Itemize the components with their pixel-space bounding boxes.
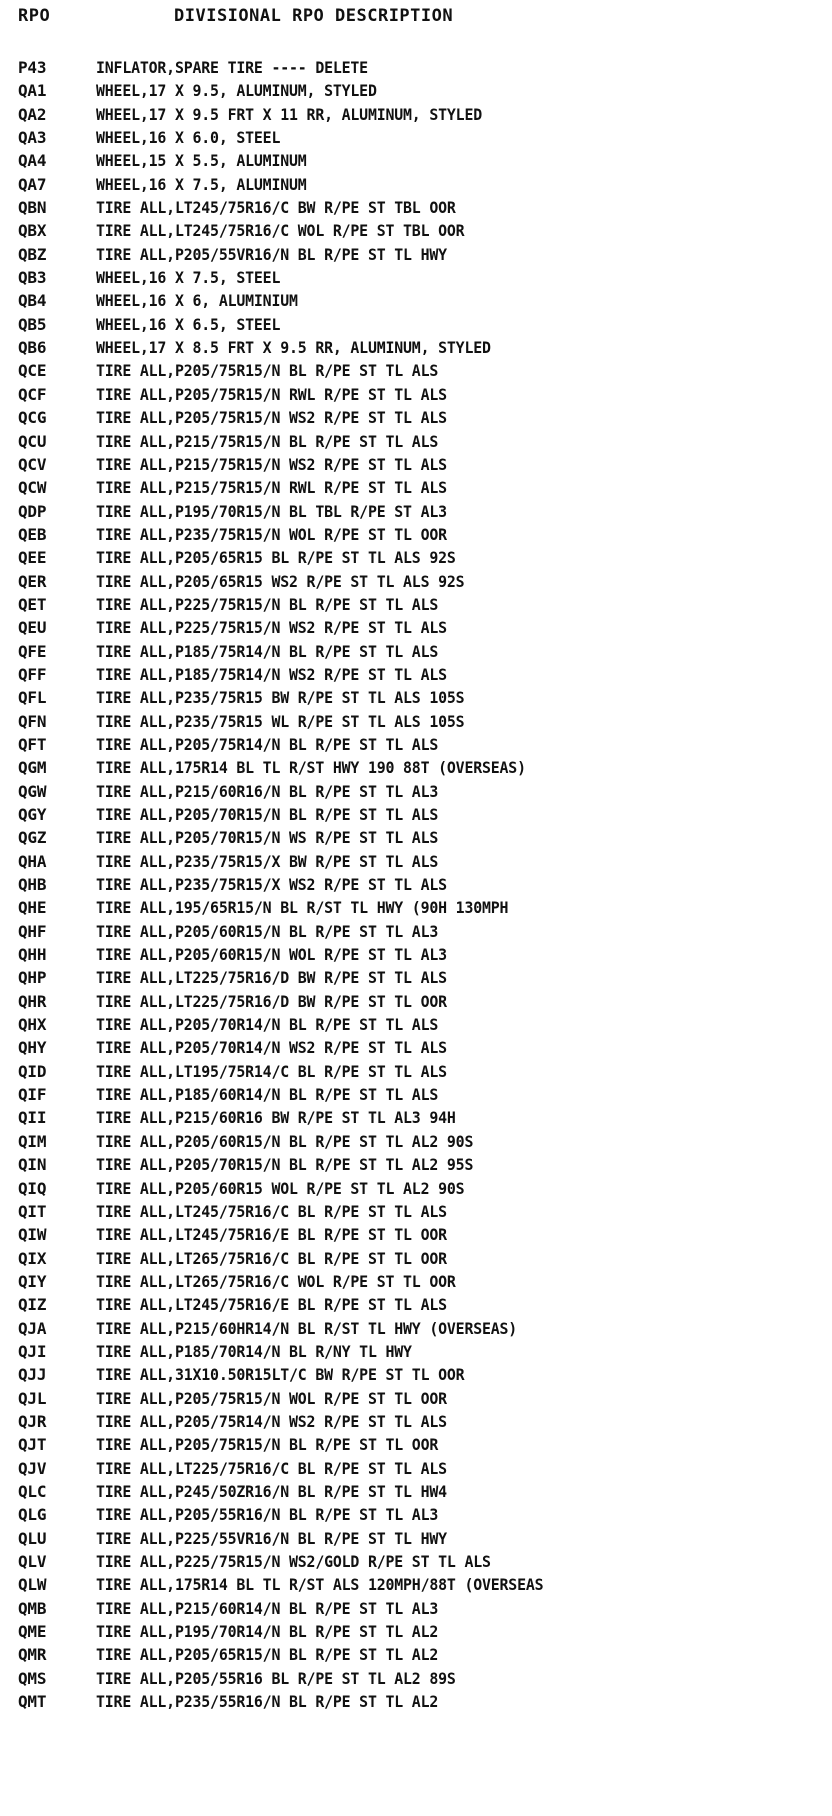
- rpo-column-heading: RPO: [18, 6, 51, 26]
- rpo-code: QET: [18, 594, 47, 614]
- rpo-description: TIRE ALL,P205/60R15/N WOL R/PE ST TL AL3: [96, 945, 447, 965]
- rpo-code: QJL: [18, 1388, 47, 1408]
- rpo-description: TIRE ALL,175R14 BL TL R/ST ALS 120MPH/88T (OVERSEAS: [96, 1575, 544, 1595]
- rpo-code: QFN: [18, 711, 47, 731]
- rpo-code: QEE: [18, 548, 47, 568]
- rpo-code: QHA: [18, 851, 47, 871]
- rpo-description: WHEEL,15 X 5.5, ALUMINUM: [96, 151, 307, 171]
- rpo-description: TIRE ALL,P205/75R14/N BL R/PE ST TL ALS: [96, 734, 439, 754]
- rpo-code: QHE: [18, 898, 47, 918]
- rpo-description: WHEEL,16 X 7.5, STEEL: [96, 268, 281, 288]
- rpo-description: TIRE ALL,P225/55VR16/N BL R/PE ST TL HWY: [96, 1528, 447, 1548]
- rpo-description: TIRE ALL,P235/55R16/N BL R/PE ST TL AL2: [96, 1692, 439, 1712]
- rpo-code: QHF: [18, 921, 47, 941]
- list-item: [0, 1083, 832, 1106]
- rpo-code: QIQ: [18, 1178, 47, 1198]
- rpo-description: TIRE ALL,P205/75R15/N BL R/PE ST TL OOR: [96, 1435, 439, 1455]
- rpo-code: QHH: [18, 945, 47, 965]
- list-item: [0, 103, 832, 126]
- rpo-description: TIRE ALL,LT245/75R16/C WOL R/PE ST TBL OOR: [96, 221, 465, 241]
- rpo-code: QCV: [18, 454, 47, 474]
- rpo-code: QME: [18, 1622, 47, 1642]
- rpo-description: WHEEL,16 X 6.5, STEEL: [96, 314, 281, 334]
- list-item: [0, 1573, 832, 1596]
- rpo-code: QHB: [18, 875, 47, 895]
- rpo-code: QIY: [18, 1271, 47, 1291]
- rpo-code: QIZ: [18, 1295, 47, 1315]
- list-item: [0, 1457, 832, 1480]
- list-item: [0, 733, 832, 756]
- rpo-code: QB4: [18, 291, 47, 311]
- rpo-code: QMS: [18, 1668, 47, 1688]
- list-item: [0, 686, 832, 709]
- rpo-description: TIRE ALL,P215/60R16 BW R/PE ST TL AL3 94H: [96, 1108, 456, 1128]
- rpo-code: QIT: [18, 1201, 47, 1221]
- rpo-description: TIRE ALL,P205/75R15/N WS2 R/PE ST TL ALS: [96, 408, 447, 428]
- list-item: [0, 1177, 832, 1200]
- list-item: [0, 1690, 832, 1713]
- rpo-code: QIX: [18, 1248, 47, 1268]
- rpo-code: QA3: [18, 128, 47, 148]
- rpo-description: TIRE ALL,P225/75R15/N BL R/PE ST TL ALS: [96, 594, 439, 614]
- rpo-code: QBX: [18, 221, 47, 241]
- list-item: [0, 126, 832, 149]
- rpo-description: TIRE ALL,P245/50ZR16/N BL R/PE ST TL HW4: [96, 1481, 447, 1501]
- rpo-description: TIRE ALL,P235/75R15 WL R/PE ST TL ALS 105S: [96, 711, 465, 731]
- rpo-code: QJI: [18, 1341, 47, 1361]
- list-item: [0, 476, 832, 499]
- list-item: [0, 453, 832, 476]
- list-item: [0, 1363, 832, 1386]
- rpo-description: TIRE ALL,LT245/75R16/C BW R/PE ST TBL OOR: [96, 198, 456, 218]
- rpo-description: TIRE ALL,P205/55VR16/N BL R/PE ST TL HWY: [96, 244, 447, 264]
- rpo-description: TIRE ALL,LT225/75R16/D BW R/PE ST TL OOR: [96, 991, 447, 1011]
- rpo-description: TIRE ALL,P205/65R15 WS2 R/PE ST TL ALS 92S: [96, 571, 465, 591]
- list-item: [0, 1293, 832, 1316]
- rpo-description: TIRE ALL,P205/70R15/N BL R/PE ST TL AL2 95S: [96, 1155, 474, 1175]
- rpo-description: TIRE ALL,P235/75R15/X BW R/PE ST TL ALS: [96, 851, 439, 871]
- rpo-code: QIM: [18, 1131, 47, 1151]
- rpo-code: QGY: [18, 805, 47, 824]
- rpo-code: QHX: [18, 1015, 47, 1035]
- rpo-code: QFT: [18, 734, 47, 754]
- list-item: [0, 1200, 832, 1223]
- list-item: [0, 79, 832, 102]
- rpo-code: QER: [18, 571, 47, 591]
- rpo-code: QA7: [18, 174, 47, 194]
- rpo-code: QMT: [18, 1692, 47, 1712]
- rpo-description: TIRE ALL,LT265/75R16/C BL R/PE ST TL OOR: [96, 1248, 447, 1268]
- rpo-code: QCW: [18, 478, 47, 498]
- rpo-description: TIRE ALL,P225/75R15/N WS2 R/PE ST TL ALS: [96, 618, 447, 638]
- rpo-description: TIRE ALL,LT225/75R16/D BW R/PE ST TL ALS: [96, 968, 447, 988]
- list-item: [0, 640, 832, 663]
- list-item: [0, 219, 832, 242]
- rpo-code: QEB: [18, 524, 47, 544]
- rpo-description: TIRE ALL,P215/75R15/N RWL R/PE ST TL ALS: [96, 478, 447, 498]
- rpo-description: TIRE ALL,P205/70R15/N BL R/PE ST TL ALS: [96, 805, 439, 824]
- list-item: [0, 266, 832, 289]
- rpo-code: QJA: [18, 1318, 47, 1338]
- rpo-code: QLV: [18, 1552, 47, 1571]
- list-item: [0, 1340, 832, 1363]
- rpo-description: TIRE ALL,P205/75R15/N BL R/PE ST TL ALS: [96, 361, 439, 381]
- rpo-description: TIRE ALL,P185/70R14/N BL R/NY TL HWY: [96, 1341, 412, 1361]
- rpo-description: TIRE ALL,P215/60R14/N BL R/PE ST TL AL3: [96, 1598, 439, 1618]
- rpo-code: QJV: [18, 1458, 47, 1478]
- list-item: [0, 359, 832, 382]
- rpo-description: TIRE ALL,LT245/75R16/C BL R/PE ST TL ALS: [96, 1201, 447, 1221]
- rpo-description: INFLATOR,SPARE TIRE ---- DELETE: [96, 58, 368, 77]
- rpo-code: QFF: [18, 664, 47, 684]
- list-item: [0, 1387, 832, 1410]
- rpo-code: QJR: [18, 1411, 47, 1431]
- rpo-description: TIRE ALL,P205/55R16 BL R/PE ST TL AL2 89S: [96, 1668, 456, 1688]
- list-item: [0, 523, 832, 546]
- list-item: [0, 663, 832, 686]
- rpo-description: TIRE ALL,P205/65R15 BL R/PE ST TL ALS 92S: [96, 548, 456, 568]
- list-item: [0, 406, 832, 429]
- rpo-code: QIF: [18, 1085, 47, 1105]
- list-item: [0, 593, 832, 616]
- rpo-code: QMB: [18, 1598, 47, 1618]
- list-item: [0, 1620, 832, 1643]
- list-item: [0, 1270, 832, 1293]
- list-item: [0, 500, 832, 523]
- list-item: [0, 896, 832, 919]
- list-item: [0, 546, 832, 569]
- list-item: [0, 756, 832, 779]
- list-item: [0, 56, 832, 79]
- rpo-code: QA4: [18, 151, 47, 171]
- rpo-description: TIRE ALL,P205/70R15/N WS R/PE ST TL ALS: [96, 828, 439, 848]
- rpo-code: QJJ: [18, 1365, 47, 1385]
- list-item: [0, 1503, 832, 1526]
- rpo-code: QLU: [18, 1528, 47, 1548]
- list-item: [0, 313, 832, 336]
- list-item: [0, 289, 832, 312]
- rpo-code: QII: [18, 1108, 47, 1128]
- list-item: [0, 943, 832, 966]
- column-header: [0, 6, 832, 30]
- list-item: [0, 710, 832, 733]
- rpo-code: QJT: [18, 1435, 47, 1455]
- list-item: [0, 780, 832, 803]
- rpo-list: [0, 56, 832, 1713]
- rpo-description: TIRE ALL,P215/75R15/N WS2 R/PE ST TL ALS: [96, 454, 447, 474]
- rpo-description: TIRE ALL,P205/60R15 WOL R/PE ST TL AL2 90S: [96, 1178, 465, 1198]
- rpo-description: TIRE ALL,P195/70R14/N BL R/PE ST TL AL2: [96, 1622, 439, 1642]
- list-item: [0, 1643, 832, 1666]
- rpo-description: WHEEL,16 X 6, ALUMINIUM: [96, 291, 298, 311]
- rpo-description: TIRE ALL,P185/60R14/N BL R/PE ST TL ALS: [96, 1085, 439, 1105]
- rpo-code: QLW: [18, 1575, 47, 1595]
- rpo-description: WHEEL,17 X 9.5 FRT X 11 RR, ALUMINUM, STYLED: [96, 104, 482, 124]
- rpo-description: TIRE ALL,P195/70R15/N BL TBL R/PE ST AL3: [96, 501, 447, 521]
- description-column-heading: DIVISIONAL RPO DESCRIPTION: [174, 6, 454, 26]
- list-item: [0, 1106, 832, 1129]
- rpo-code: QBZ: [18, 244, 47, 264]
- rpo-description: TIRE ALL,P205/60R15/N BL R/PE ST TL AL2 90S: [96, 1131, 474, 1151]
- list-item: [0, 1317, 832, 1340]
- list-item: [0, 1247, 832, 1270]
- list-item: [0, 966, 832, 989]
- rpo-description: TIRE ALL,LT225/75R16/C BL R/PE ST TL ALS: [96, 1458, 447, 1478]
- rpo-description: TIRE ALL,P185/75R14/N WS2 R/PE ST TL ALS: [96, 664, 447, 684]
- rpo-code: QFL: [18, 688, 47, 708]
- rpo-description: TIRE ALL,P235/75R15/N WOL R/PE ST TL OOR: [96, 524, 447, 544]
- list-item: [0, 243, 832, 266]
- rpo-code: QCE: [18, 361, 47, 381]
- rpo-code: QLC: [18, 1481, 47, 1501]
- list-item: [0, 850, 832, 873]
- rpo-code: QA1: [18, 81, 47, 101]
- rpo-description: TIRE ALL,P205/70R14/N WS2 R/PE ST TL ALS: [96, 1038, 447, 1058]
- rpo-description: TIRE ALL,P205/60R15/N BL R/PE ST TL AL3: [96, 921, 439, 941]
- list-item: [0, 1223, 832, 1246]
- rpo-code: QDP: [18, 501, 47, 521]
- rpo-description: TIRE ALL,P235/75R15 BW R/PE ST TL ALS 105S: [96, 688, 465, 708]
- list-item: [0, 826, 832, 849]
- rpo-description: TIRE ALL,31X10.50R15LT/C BW R/PE ST TL OOR: [96, 1365, 465, 1385]
- rpo-description: TIRE ALL,P225/75R15/N WS2/GOLD R/PE ST TL ALS: [96, 1552, 491, 1571]
- rpo-description: TIRE ALL,P205/70R14/N BL R/PE ST TL ALS: [96, 1015, 439, 1035]
- rpo-code: QCF: [18, 384, 47, 404]
- list-item: [0, 1527, 832, 1550]
- rpo-description: TIRE ALL,P205/75R14/N WS2 R/PE ST TL ALS: [96, 1411, 447, 1431]
- rpo-code: QA2: [18, 104, 47, 124]
- rpo-code: QIN: [18, 1155, 47, 1175]
- rpo-description: TIRE ALL,P215/60R16/N BL R/PE ST TL AL3: [96, 781, 439, 801]
- rpo-code: QB3: [18, 268, 47, 288]
- rpo-description: TIRE ALL,LT265/75R16/C WOL R/PE ST TL OOR: [96, 1271, 456, 1291]
- rpo-code: QBN: [18, 198, 47, 218]
- rpo-description: WHEEL,16 X 7.5, ALUMINUM: [96, 174, 307, 194]
- list-item: [0, 149, 832, 172]
- rpo-code: QGW: [18, 781, 47, 801]
- list-item: [0, 173, 832, 196]
- rpo-description: TIRE ALL,LT245/75R16/E BL R/PE ST TL ALS: [96, 1295, 447, 1315]
- list-item: [0, 616, 832, 639]
- list-item: [0, 1013, 832, 1036]
- rpo-code: QMR: [18, 1645, 47, 1665]
- list-item: [0, 1060, 832, 1083]
- rpo-description: WHEEL,16 X 6.0, STEEL: [96, 128, 281, 148]
- list-item: [0, 1036, 832, 1059]
- list-item: [0, 1667, 832, 1690]
- rpo-code: P43: [18, 58, 47, 77]
- list-item: [0, 1597, 832, 1620]
- list-item: [0, 1480, 832, 1503]
- list-item: [0, 990, 832, 1013]
- rpo-description: WHEEL,17 X 9.5, ALUMINUM, STYLED: [96, 81, 377, 101]
- list-item: [0, 336, 832, 359]
- rpo-code: QB6: [18, 338, 47, 358]
- list-item: [0, 1433, 832, 1456]
- rpo-code: QLG: [18, 1505, 47, 1525]
- rpo-description: TIRE ALL,P205/75R15/N RWL R/PE ST TL ALS: [96, 384, 447, 404]
- list-item: [0, 1153, 832, 1176]
- list-item: [0, 1130, 832, 1153]
- rpo-description: TIRE ALL,P215/75R15/N BL R/PE ST TL ALS: [96, 431, 439, 451]
- rpo-description: TIRE ALL,175R14 BL TL R/ST HWY 190 88T (OVERSEAS): [96, 758, 526, 778]
- rpo-description: TIRE ALL,P205/65R15/N BL R/PE ST TL AL2: [96, 1645, 439, 1665]
- rpo-description: TIRE ALL,P235/75R15/X WS2 R/PE ST TL ALS: [96, 875, 447, 895]
- rpo-description: TIRE ALL,P185/75R14/N BL R/PE ST TL ALS: [96, 641, 439, 661]
- list-item: [0, 1550, 832, 1573]
- rpo-description: TIRE ALL,195/65R15/N BL R/ST TL HWY (90H 130MPH: [96, 898, 509, 918]
- list-item: [0, 383, 832, 406]
- list-item: [0, 430, 832, 453]
- rpo-description: TIRE ALL,P205/75R15/N WOL R/PE ST TL OOR: [96, 1388, 447, 1408]
- list-item: [0, 920, 832, 943]
- rpo-code: QHR: [18, 991, 47, 1011]
- list-item: [0, 196, 832, 219]
- rpo-code: QID: [18, 1061, 47, 1081]
- rpo-code: QEU: [18, 618, 47, 638]
- rpo-code: QB5: [18, 314, 47, 334]
- rpo-description: TIRE ALL,LT245/75R16/E BL R/PE ST TL OOR: [96, 1225, 447, 1245]
- list-item: [0, 803, 832, 826]
- rpo-code: QHP: [18, 968, 47, 988]
- list-item: [0, 1410, 832, 1433]
- rpo-code: QIW: [18, 1225, 47, 1245]
- rpo-description: TIRE ALL,P215/60HR14/N BL R/ST TL HWY (OVERSEAS): [96, 1318, 518, 1338]
- rpo-description: TIRE ALL,LT195/75R14/C BL R/PE ST TL ALS: [96, 1061, 447, 1081]
- rpo-code: QGM: [18, 758, 47, 778]
- rpo-code: QHY: [18, 1038, 47, 1058]
- rpo-code: QCG: [18, 408, 47, 428]
- rpo-description: WHEEL,17 X 8.5 FRT X 9.5 RR, ALUMINUM, STYLED: [96, 338, 491, 358]
- rpo-code: QCU: [18, 431, 47, 451]
- rpo-description: TIRE ALL,P205/55R16/N BL R/PE ST TL AL3: [96, 1505, 439, 1525]
- list-item: [0, 873, 832, 896]
- list-item: [0, 570, 832, 593]
- rpo-code: QFE: [18, 641, 47, 661]
- rpo-code: QGZ: [18, 828, 47, 848]
